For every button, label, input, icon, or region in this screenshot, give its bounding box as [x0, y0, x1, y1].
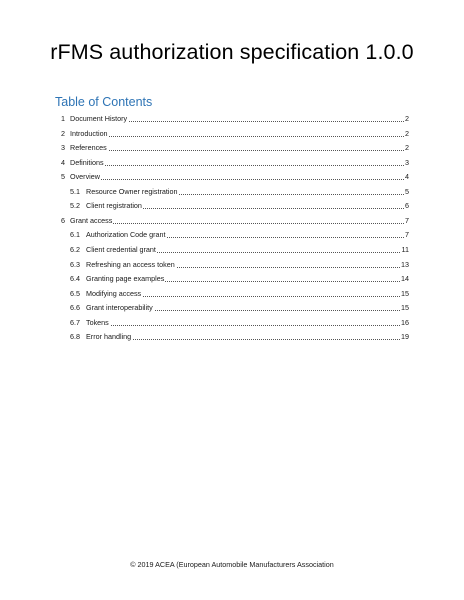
toc-entry-number: 2 [61, 128, 65, 138]
toc-entry[interactable] [0, 244, 464, 256]
document-title: rFMS authorization specification 1.0.0 [50, 40, 414, 64]
toc-entry-page-number: 14 [401, 274, 409, 284]
toc-entry-number: 3 [61, 143, 65, 153]
toc-entry-label[interactable]: Resource Owner registration [86, 186, 178, 196]
toc-entry[interactable] [0, 128, 464, 140]
toc-entry-label[interactable]: Error handling [86, 332, 132, 342]
toc-entry[interactable] [0, 215, 464, 227]
toc-entry-label[interactable]: Grant interoperability [86, 303, 153, 313]
toc-entry-label[interactable]: Client credential grant [86, 244, 156, 254]
toc-entry[interactable] [0, 288, 464, 300]
toc-entry[interactable] [0, 142, 464, 154]
toc-entry[interactable] [0, 259, 464, 271]
toc-dot-leader [70, 179, 406, 180]
toc-entry-page-number: 16 [401, 317, 409, 327]
toc-entry-label[interactable]: Granting page examples [86, 274, 165, 284]
toc-entry-label[interactable]: Overview [70, 172, 100, 182]
toc-dot-leader [86, 339, 406, 340]
toc-entry-page-number: 19 [401, 332, 409, 342]
toc-entry[interactable] [0, 317, 464, 329]
toc-entry[interactable] [0, 186, 464, 198]
toc-entry-page-number: 5 [405, 186, 409, 196]
toc-entry-number: 6 [61, 215, 65, 225]
toc-entry-number: 6.2 [70, 244, 80, 254]
toc-entry[interactable] [0, 171, 464, 183]
toc-entry-page-number: 2 [405, 128, 409, 138]
toc-entry-number: 4 [61, 157, 65, 167]
toc-heading: Table of Contents [55, 95, 153, 109]
toc-entry[interactable] [0, 200, 464, 212]
toc-entry-number: 5.1 [70, 186, 80, 196]
toc-entry-page-number: 15 [401, 288, 409, 298]
toc-entry[interactable] [0, 113, 464, 125]
toc-dot-leader [70, 150, 406, 151]
toc-entry-number: 6.4 [70, 274, 80, 284]
toc-entry-number: 5 [61, 172, 65, 182]
toc-entry-number: 6.3 [70, 259, 80, 269]
toc-entry[interactable] [0, 331, 464, 343]
toc-entry-number: 6.8 [70, 332, 80, 342]
toc-dot-leader [70, 223, 406, 224]
toc-entry-label[interactable]: Tokens [86, 317, 109, 327]
toc-entry-page-number: 6 [405, 201, 409, 211]
toc-entry[interactable] [0, 157, 464, 169]
toc-entry-number: 5.2 [70, 201, 80, 211]
toc-entry-label[interactable]: References [70, 143, 107, 153]
toc-entry-label[interactable]: Definitions [70, 157, 104, 167]
toc-entry-page-number: 2 [405, 143, 409, 153]
toc-entry-number: 6.6 [70, 303, 80, 313]
toc-entry-number: 6.1 [70, 230, 80, 240]
toc-entry-label[interactable]: Refreshing an access token [86, 259, 175, 269]
toc-entry-page-number: 15 [401, 303, 409, 313]
toc-dot-leader [70, 165, 406, 166]
toc-entry[interactable] [0, 229, 464, 241]
toc-entry-page-number: 2 [405, 114, 409, 123]
toc-entry-label[interactable]: Authorization Code grant [86, 230, 166, 240]
toc-entry[interactable] [0, 302, 464, 314]
toc-dot-leader [86, 325, 406, 326]
toc-entry-page-number: 3 [405, 157, 409, 167]
toc-entry-page-number: 7 [405, 215, 409, 225]
toc-entry-label[interactable]: Document History [70, 114, 128, 123]
toc-entry-number: 6.5 [70, 288, 80, 298]
toc-entry-page-number: 4 [405, 172, 409, 182]
toc-entry-page-number: 13 [401, 259, 409, 269]
toc-entry-label[interactable]: Grant access [70, 215, 113, 225]
toc-entry-number: 6.7 [70, 317, 80, 327]
toc-entry-page-number: 7 [405, 230, 409, 240]
toc-dot-leader [70, 136, 406, 137]
toc-entry[interactable] [0, 273, 464, 285]
toc-entry-label[interactable]: Client registration [86, 201, 142, 211]
toc-entry-page-number: 11 [401, 244, 409, 254]
page-footer: © 2019 ACEA (European Automobile Manufacturers Association [130, 560, 334, 569]
toc-entry-label[interactable]: Modifying access [86, 288, 142, 298]
toc-entry-number: 1 [61, 114, 65, 123]
toc-entry-label[interactable]: Introduction [70, 128, 108, 138]
